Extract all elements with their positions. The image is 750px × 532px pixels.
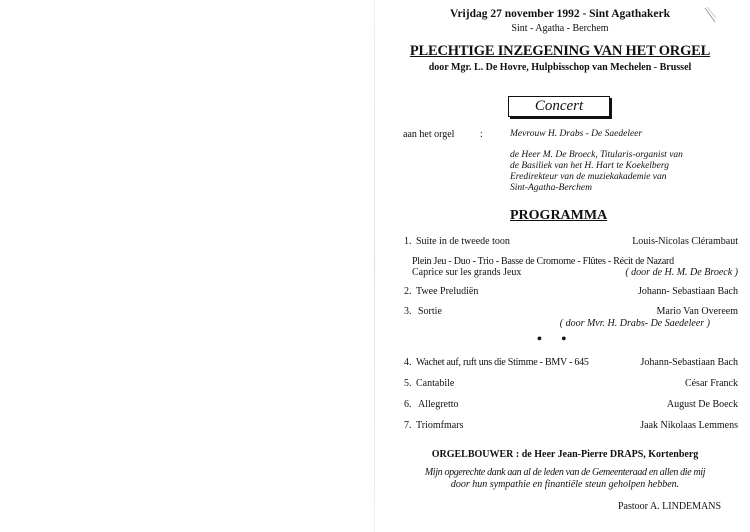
item-2-title: Twee Preludiën <box>416 286 479 297</box>
item-5-composer: César Franck <box>684 378 738 389</box>
programma-title: PROGRAMMA <box>510 208 608 223</box>
item-1-movements-2: Caprice sur les grands Jeux <box>412 267 522 278</box>
performer-2-line-4: Sint-Agatha-Berchem <box>510 183 592 193</box>
item-3-performer: ( door Mvr. H. Drabs- De Saedeleer ) <box>559 318 710 329</box>
event-location-line: Sint - Agatha - Berchem <box>511 23 609 34</box>
event-date-line: Vrijdag 27 november 1992 - Sint Agathakerk <box>450 8 670 20</box>
item-4-composer: Johann-Sebastiaan Bach <box>640 357 738 368</box>
item-5-title: Cantabile <box>416 378 455 389</box>
item-1-number: 1. <box>404 236 412 247</box>
item-3-title: Sortie <box>418 306 442 317</box>
item-7-title: Triomfmars <box>416 420 464 431</box>
item-4-number: 4. <box>404 357 412 368</box>
item-2-composer: Johann- Sebastiaan Bach <box>638 286 738 297</box>
performer-1: Mevrouw H. Drabs - De Saedeleer <box>510 129 643 139</box>
item-6-title: Allegretto <box>418 399 459 410</box>
event-title: PLECHTIGE INZEGENING VAN HET ORGEL <box>409 43 711 59</box>
concert-label: Concert <box>508 96 610 117</box>
performer-2-line-3: Eredirekteur van de muziekakademie van <box>510 172 667 182</box>
thanks-line-2: door hun sympathie en finantiële steun geholpen hebben. <box>450 479 680 490</box>
item-1-title: Suite in de tweede toon <box>416 236 510 247</box>
performer-2-line-2: de Basiliek van het H. Hart te Koekelberg <box>510 161 669 171</box>
thanks-line-1: Mijn opgerechte dank aan al de leden van de Gemeenteraad en allen die mij <box>424 467 706 478</box>
page-fold <box>374 0 375 532</box>
item-3-number: 3. <box>404 306 412 317</box>
item-1-movements: Plein Jeu - Duo - Trio - Basse de Cromorne - Flûtes - Récit de Nazard <box>412 256 674 267</box>
item-6-number: 6. <box>404 399 412 410</box>
organ-builder: ORGELBOUWER : de Heer Jean-Pierre DRAPS, Kortenberg <box>431 449 699 460</box>
item-6-composer: August De Boeck <box>666 399 738 410</box>
item-7-composer: Jaak Nikolaas Lemmens <box>640 420 738 431</box>
item-4-title: Wachet auf, ruft uns die Stimme - BMV - 645 <box>416 357 589 368</box>
organ-colon: : <box>480 129 483 140</box>
event-subtitle: door Mgr. L. De Hovre, Hulpbisschop van Mechelen - Brussel <box>428 62 692 73</box>
item-1-composer: Louis-Nicolas Clérambaut <box>632 236 738 247</box>
performer-2-line-1: de Heer M. De Broeck, Titularis-organist van <box>510 150 683 160</box>
item-5-number: 5. <box>404 378 412 389</box>
signature: Pastoor A. LINDEMANS <box>618 501 722 512</box>
section-separator: • • <box>537 332 575 347</box>
item-2-number: 2. <box>404 286 412 297</box>
item-7-number: 7. <box>404 420 412 431</box>
item-3-composer: Mario Van Overeem <box>656 306 738 317</box>
item-1-performer: ( door de H. M. De Broeck ) <box>625 267 738 278</box>
organ-label: aan het orgel <box>403 129 455 140</box>
